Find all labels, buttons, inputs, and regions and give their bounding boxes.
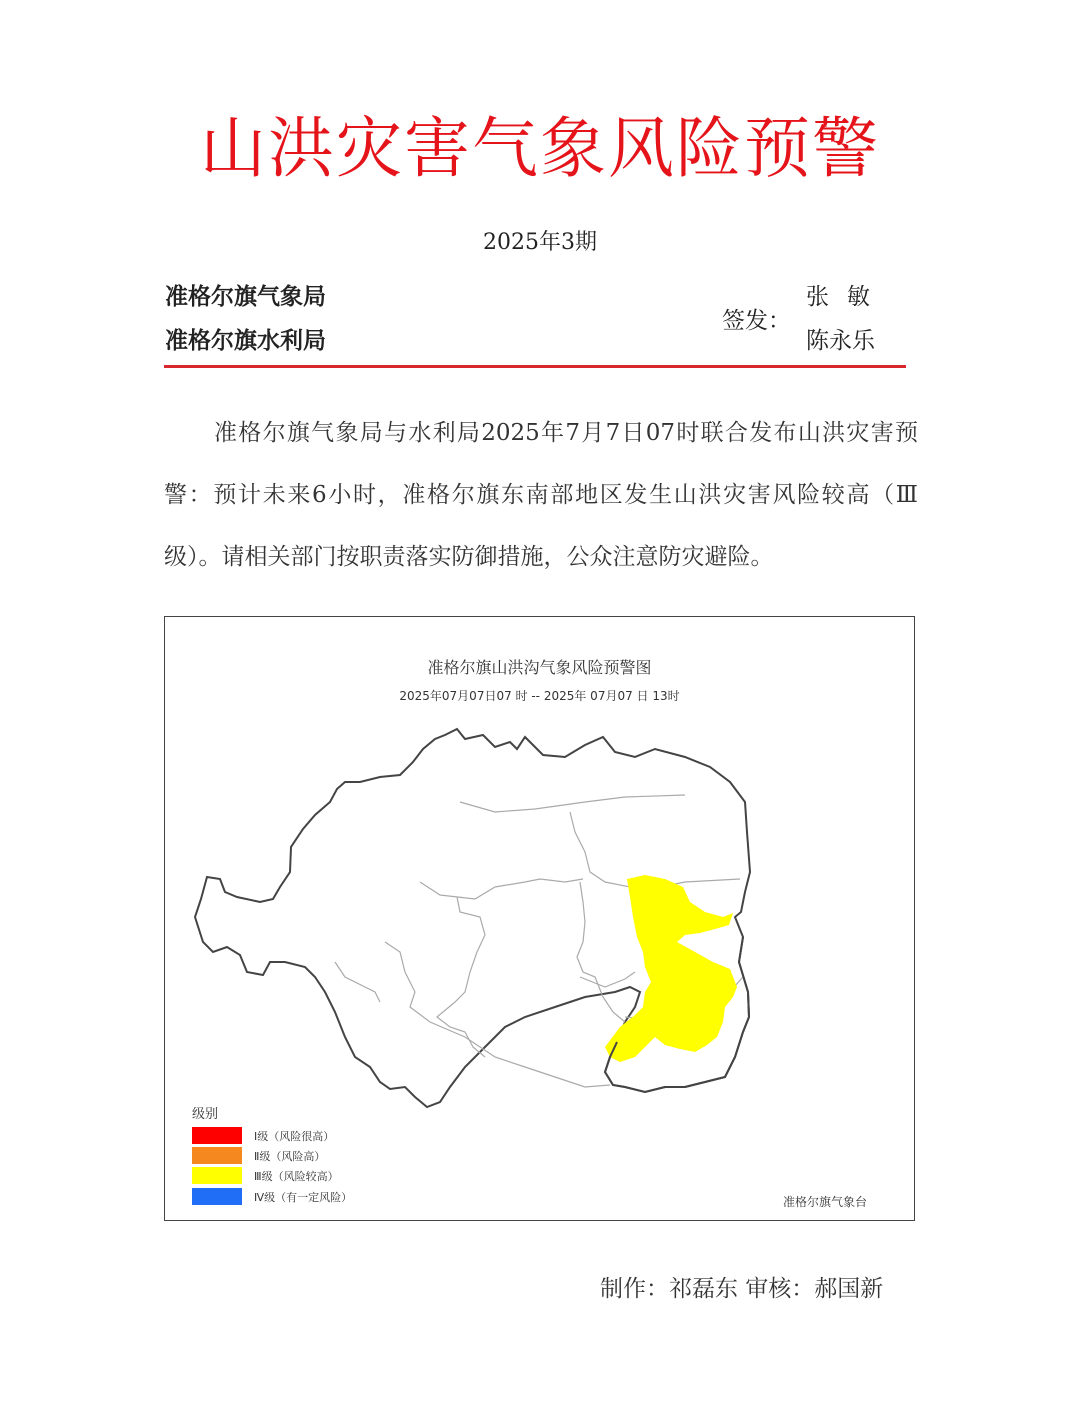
sign-label: 签发： <box>722 308 791 334</box>
signer-2: 陈永乐 <box>806 328 875 354</box>
map-title: 准格尔旗山洪沟气象风险预警图 <box>427 658 652 677</box>
legend-title: 级别 <box>192 1107 219 1122</box>
legend-label: Ⅱ级（风险高） <box>254 1149 326 1163</box>
map-source: 准格尔旗气象台 <box>783 1195 868 1209</box>
legend-swatch-orange <box>192 1147 242 1164</box>
legend-swatch-blue <box>192 1188 242 1205</box>
signer-1: 张敏 <box>806 284 888 310</box>
legend-label: Ⅲ级（风险较高） <box>254 1169 339 1183</box>
legend-swatch-yellow <box>192 1167 242 1184</box>
legend-label: Ⅰ级（风险很高） <box>254 1129 335 1143</box>
legend-item-level-1 <box>192 1127 334 1144</box>
legend-item-level-3 <box>192 1167 339 1184</box>
document-title: 山洪灾害气象风险预警 <box>200 110 880 187</box>
map-time-range: 2025年07月07日07 时 -- 2025年 07月07 日 13时 <box>399 689 680 703</box>
legend-swatch-red <box>192 1127 242 1144</box>
legend-item-level-2 <box>192 1147 325 1164</box>
warning-body: 准格尔旗气象局与水利局2025年7月7日07时联合发布山洪灾害预警：预计未来6小时，准格尔旗东南部地区发生山洪灾害风险较高（Ⅲ级）。请相关部门按职责落实防御措施，公众注意防灾避险。 <box>164 420 918 570</box>
legend-item-level-4 <box>192 1188 352 1205</box>
issuer-water-bureau: 准格尔旗水利局 <box>165 327 326 354</box>
risk-map <box>164 616 915 1221</box>
issue-number: 2025年3期 <box>483 230 597 255</box>
footer-credits: 制作：祁磊东 审核：郝国新 <box>600 1276 884 1302</box>
legend-label: Ⅳ级（有一定风险） <box>254 1190 353 1204</box>
red-divider <box>164 365 906 368</box>
issuer-meteorological-bureau: 准格尔旗气象局 <box>165 283 326 310</box>
